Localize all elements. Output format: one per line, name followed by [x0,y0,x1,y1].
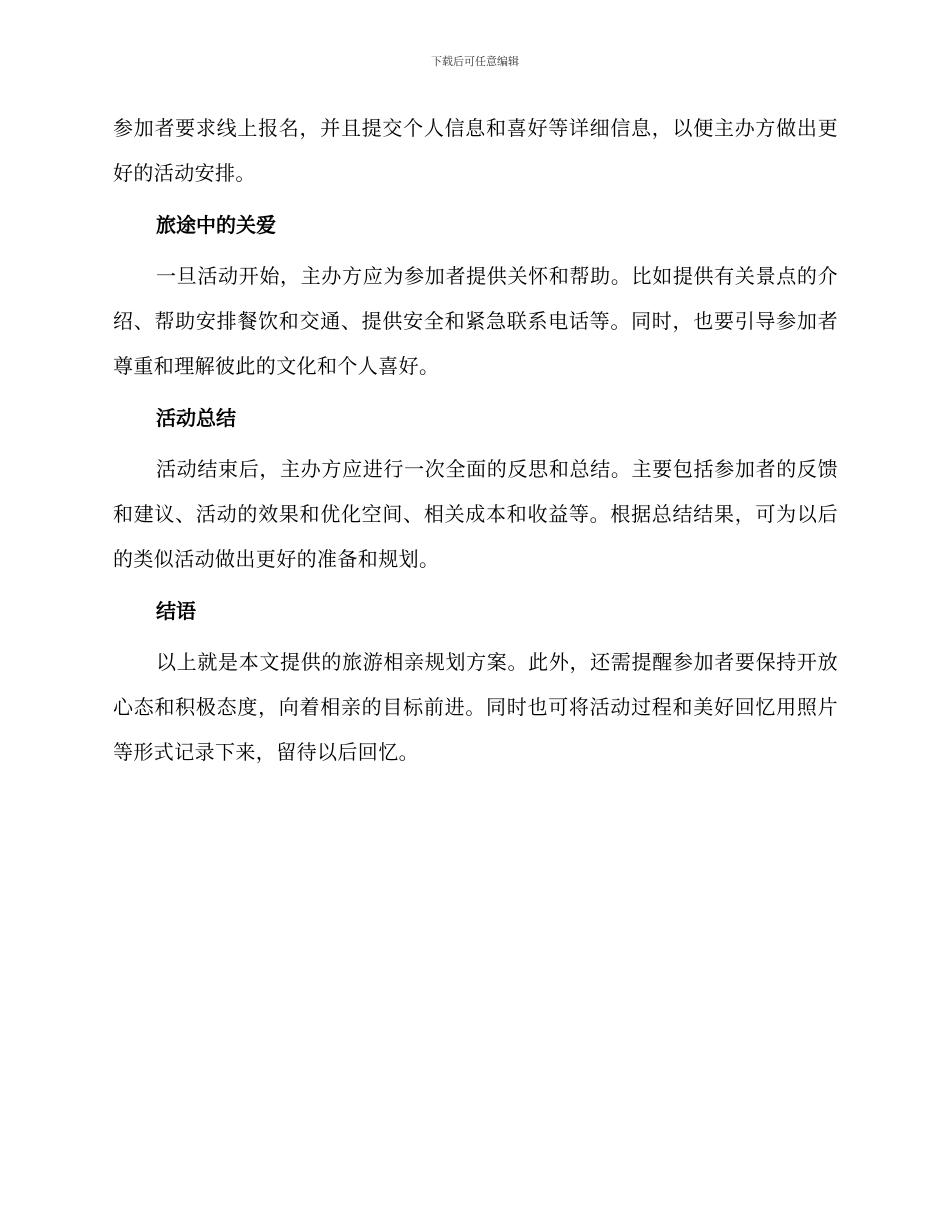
header-note: 下载后可任意编辑 [431,55,519,68]
section-heading: 结语 [156,599,196,623]
section-paragraph: 活动结束后，主办方应进行一次全面的反思和总结。主要包括参加者的反馈和建议、活动的效果和优化空间、相关成本和收益等。根据总结结果，可为以后的类似活动做出更好的准备和规划。 [113,457,838,571]
section-heading: 旅途中的关爱 [156,213,276,237]
section-heading: 活动总结 [156,406,236,430]
section-care [113,208,838,389]
document-body [113,106,838,775]
section-summary [113,401,838,582]
section-conclusion [113,594,838,775]
intro-paragraph: 参加者要求线上报名，并且提交个人信息和喜好等详细信息，以便主办方做出更好的活动安排。 [113,116,838,185]
section-paragraph: 以上就是本文提供的旅游相亲规划方案。此外，还需提醒参加者要保持开放心态和积极态度，向着相亲的目标前进。同时也可将活动过程和美好回忆用照片等形式记录下来，留待以后回忆。 [113,650,838,764]
section-paragraph: 一旦活动开始，主办方应为参加者提供关怀和帮助。比如提供有关景点的介绍、帮助安排餐饮和交通、提供安全和紧急联系电话等。同时，也要引导参加者尊重和理解彼此的文化和个人喜好。 [113,264,838,378]
